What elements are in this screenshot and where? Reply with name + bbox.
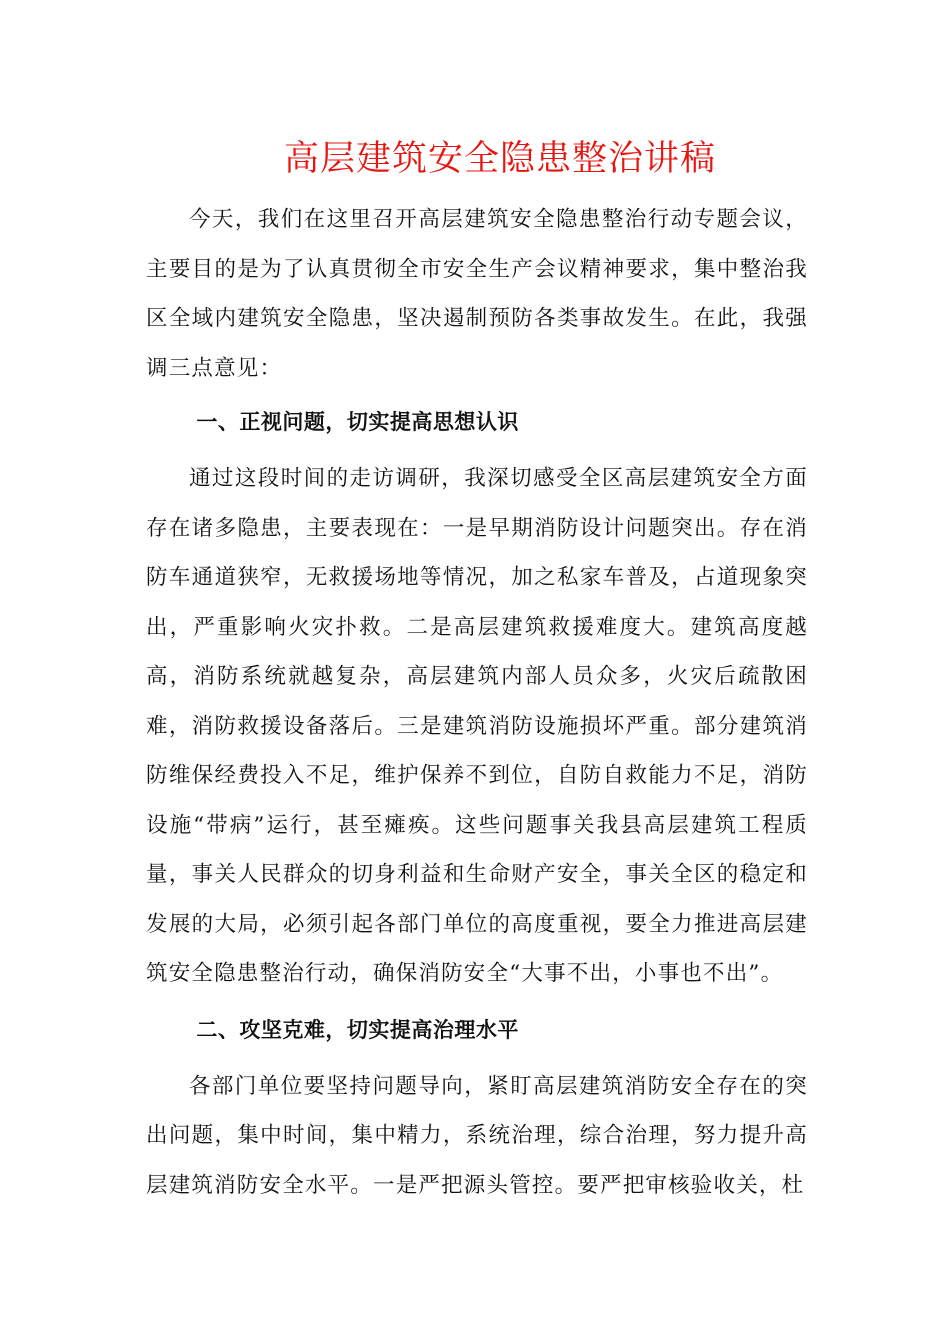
document-title: 高层建筑安全隐患整治讲稿 <box>283 139 716 179</box>
section-1-paragraph: 通过这段时间的走访调研，我深切感受全区高层建筑安全方面存在诸多隐患，主要表现在：一是早期消防设计问题突出。存在消防车通道狭窄，无救援场地等情况，加之私家车普及，占道现象突出，严重影响火灾扑救。二是高层建筑救援难度大。建筑高度越高，消防系统就越复杂，高层建筑内部人员众多，火灾后疏散困难，消防救援设备落后。三是建筑消防设施损坏严重。部分建筑消防维保经费投入不足，维护保养不到位，自防自救能力不足，消防设施“带病”运行，甚至瘫痪。这些问题事关我县高层建筑工程质量，事关人民群众的切身利益和生命财产安全，事关全区的稳定和发展的大局，必须引起各部门单位的高度重视，要全力推进高层建筑安全隐患整治行动，确保消防安全“大事不出，小事也不出”。 <box>146 466 808 986</box>
section-2-paragraph: 各部门单位要坚持问题导向，紧盯高层建筑消防安全存在的突出问题，集中时间，集中精力，系统治理，综合治理，努力提升高层建筑消防安全水平。一是严把源头管控。要严把审核验收关，杜 <box>146 1073 808 1198</box>
section-1-heading: 一、正视问题，切实提高思想认识 <box>196 409 519 434</box>
document-body <box>146 195 808 1210</box>
section-2-heading: 二、攻坚克难，切实提高治理水平 <box>196 1016 519 1042</box>
intro-paragraph: 今天，我们在这里召开高层建筑安全隐患整治行动专题会议，主要目的是为了认真贯彻全市安全生产会议精神要求，集中整治我区全域内建筑安全隐患，坚决遏制预防各类事故发生。在此，我强调三点意见： <box>146 207 808 381</box>
